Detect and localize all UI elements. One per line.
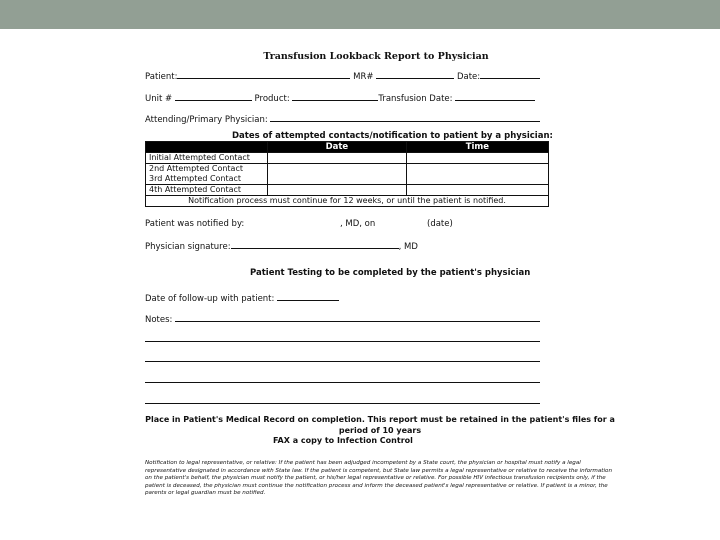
form-title: Transfusion Lookback Report to Physician: [263, 51, 489, 62]
contacts-table: [145, 141, 549, 207]
fine-print: Notification to legal representative, or relative: If the patient has been adjudged incompetent by a State court, the physician or hospital must notify a legal representative designated in accordance with State law. If the patient is competent, but State law permits a legal representative or relative to receive the information on the patient's behalf, the physician must notify the patient, or his/her legal representative or relative. For possible HIV infectious transfusion recipients only, if the patient is deceased, the physician must continue the notification process and inform the deceased patient's legal representative or relative. If patient is a minor, the parents or legal guardian must be notified.: [145, 460, 613, 496]
unit-label: Unit #: [145, 94, 173, 104]
attending-label: Attending/Primary Physician:: [145, 115, 268, 125]
time-cell[interactable]: [406, 153, 548, 164]
patient-row: [145, 69, 540, 82]
retain-line-1: Place in Patient's Medical Record on completion. This report must be retained in the patient's files for a: [145, 415, 615, 424]
notes-row: [145, 312, 540, 325]
transfusion-date-field[interactable]: [455, 91, 535, 101]
notified-label: Patient was notified by:: [145, 219, 245, 229]
product-field[interactable]: [292, 91, 378, 101]
notes-line[interactable]: [145, 403, 540, 404]
signature-row: [145, 239, 418, 252]
transfusion-date-label: Transfusion Date:: [378, 94, 453, 104]
date-field[interactable]: [480, 69, 540, 79]
header-blank: [146, 142, 268, 153]
notes-line[interactable]: [145, 341, 540, 342]
slide-header-bar: [0, 0, 720, 29]
notes-field[interactable]: [175, 312, 540, 322]
notes-label: Notes:: [145, 315, 173, 325]
time-cell[interactable]: [406, 164, 548, 185]
date-paren-label: (date): [427, 219, 453, 229]
notes-line[interactable]: [145, 361, 540, 362]
followup-label: Date of follow-up with patient:: [145, 294, 275, 304]
row-label: 4th Attempted Contact: [146, 185, 268, 196]
time-cell[interactable]: [406, 185, 548, 196]
date-cell[interactable]: [268, 185, 407, 196]
fax-instruction: FAX a copy to Infection Control: [273, 436, 413, 445]
attending-field[interactable]: [270, 112, 540, 122]
md-label: , MD: [398, 242, 418, 252]
product-label: Product:: [254, 94, 290, 104]
unit-field[interactable]: [175, 91, 252, 101]
retain-line-2: period of 10 years: [338, 426, 422, 435]
followup-field[interactable]: [277, 291, 339, 301]
patient-label: Patient:: [145, 72, 178, 82]
followup-row: [145, 291, 339, 304]
signature-field[interactable]: [231, 239, 399, 249]
attending-row: [145, 112, 540, 125]
row-label-2-3: [146, 164, 268, 185]
contacts-heading: Dates of attempted contacts/notification to patient by a physician:: [232, 131, 553, 141]
date-label: Date:: [456, 72, 481, 82]
table-footer: Notification process must continue for 12 weeks, or until the patient is notified.: [146, 196, 549, 207]
patient-field[interactable]: [177, 69, 350, 79]
testing-heading: Patient Testing to be completed by the patient's physician: [250, 268, 531, 278]
mr-label: MR#: [353, 72, 374, 82]
notes-line[interactable]: [145, 382, 540, 383]
signature-label: Physician signature:: [145, 242, 231, 252]
date-cell[interactable]: [268, 153, 407, 164]
md-on-label: , MD, on: [340, 219, 376, 229]
mr-field[interactable]: [376, 69, 454, 79]
date-cell[interactable]: [268, 164, 407, 185]
row-label-2: 2nd Attempted Contact: [149, 164, 243, 173]
row-label-3: 3rd Attempted Contact: [149, 174, 242, 183]
header-time: Time: [406, 142, 548, 153]
header-date: Date: [268, 142, 407, 153]
row-label: Initial Attempted Contact: [146, 153, 268, 164]
unit-row: [145, 91, 535, 104]
